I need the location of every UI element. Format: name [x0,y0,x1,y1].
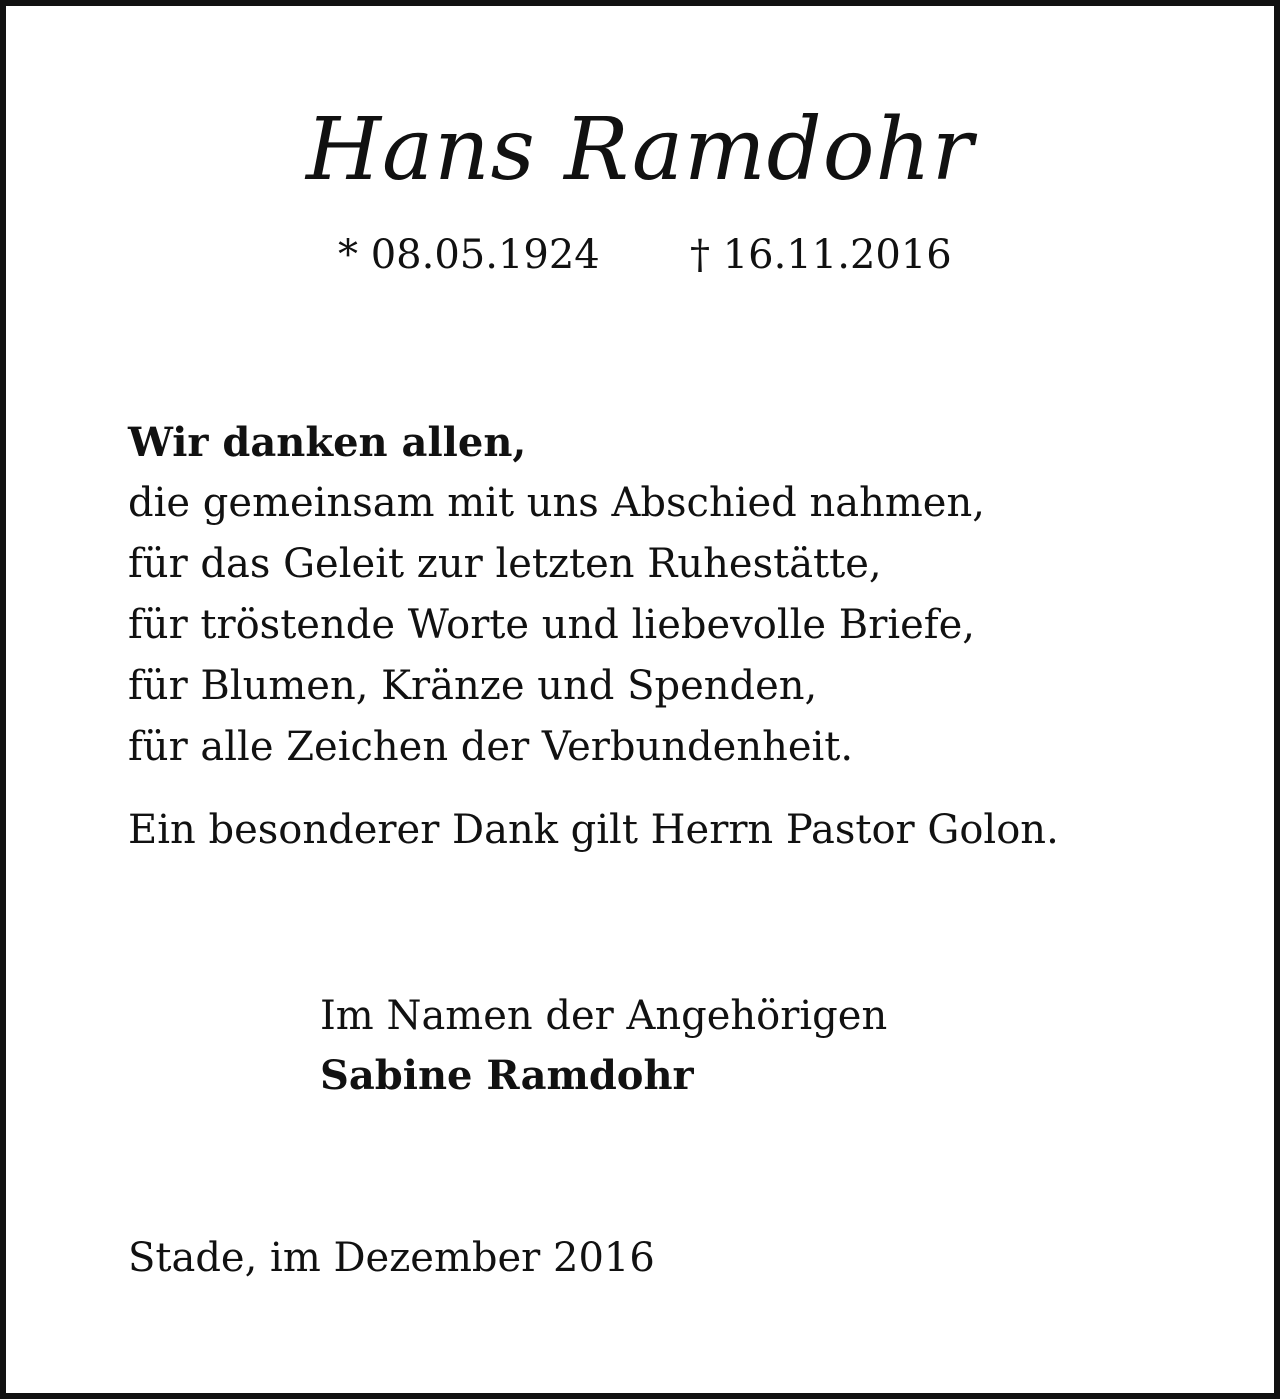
signer-name: Sabine Ramdohr [320,1052,694,1099]
place-date: Stade, im Dezember 2016 [128,1235,655,1281]
signature-block [320,986,887,1106]
deceased-name: Hans Ramdohr [305,100,974,200]
thanks-line: für das Geleit zur letzten Ruhestätte, [128,541,882,587]
special-thanks: Ein besonderer Dank gilt Herrn Pastor Golon. [128,807,1059,853]
birth-date: * 08.05.1924 [338,232,600,278]
thanks-line: für alle Zeichen der Verbundenheit. [128,724,854,770]
thanks-line: die gemeinsam mit uns Abschied nahmen, [128,480,985,526]
thanks-line: für tröstende Worte und liebevolle Briefe, [128,602,975,648]
thanks-block [128,412,985,778]
on-behalf-text: Im Namen der Angehörigen [320,993,888,1039]
thanks-headline: Wir danken allen, [128,419,527,466]
death-date: † 16.11.2016 [690,232,952,278]
thanks-line: für Blumen, Kränze und Spenden, [128,663,818,709]
